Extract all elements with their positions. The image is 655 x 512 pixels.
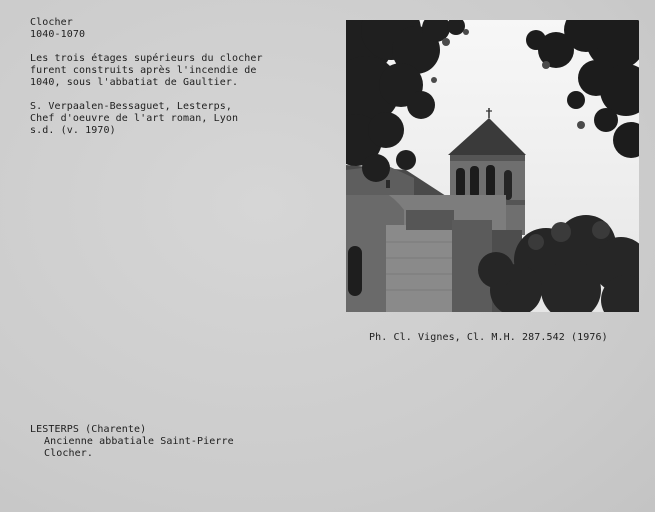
bell-tower-photograph	[346, 20, 639, 312]
card-title: Clocher	[30, 17, 73, 28]
location-place: LESTERPS (Charente)	[30, 424, 147, 435]
location-subject: Clocher.	[44, 448, 93, 459]
description-line-2: furent construits après l'incendie de	[30, 65, 257, 76]
description-line-3: 1040, sous l'abbatiat de Gaultier.	[30, 77, 239, 88]
photo-credit: Ph. Cl. Vignes, Cl. M.H. 287.542 (1976)	[369, 332, 608, 343]
reference-line-3: s.d. (v. 1970)	[30, 125, 116, 136]
reference-line-1: S. Verpaalen-Bessaguet, Lesterps,	[30, 101, 232, 112]
location-building: Ancienne abbatiale Saint-Pierre	[44, 436, 234, 447]
card-dates: 1040-1070	[30, 29, 86, 40]
reference-line-2: Chef d'oeuvre de l'art roman, Lyon	[30, 113, 239, 124]
description-line-1: Les trois étages supérieurs du clocher	[30, 53, 263, 64]
